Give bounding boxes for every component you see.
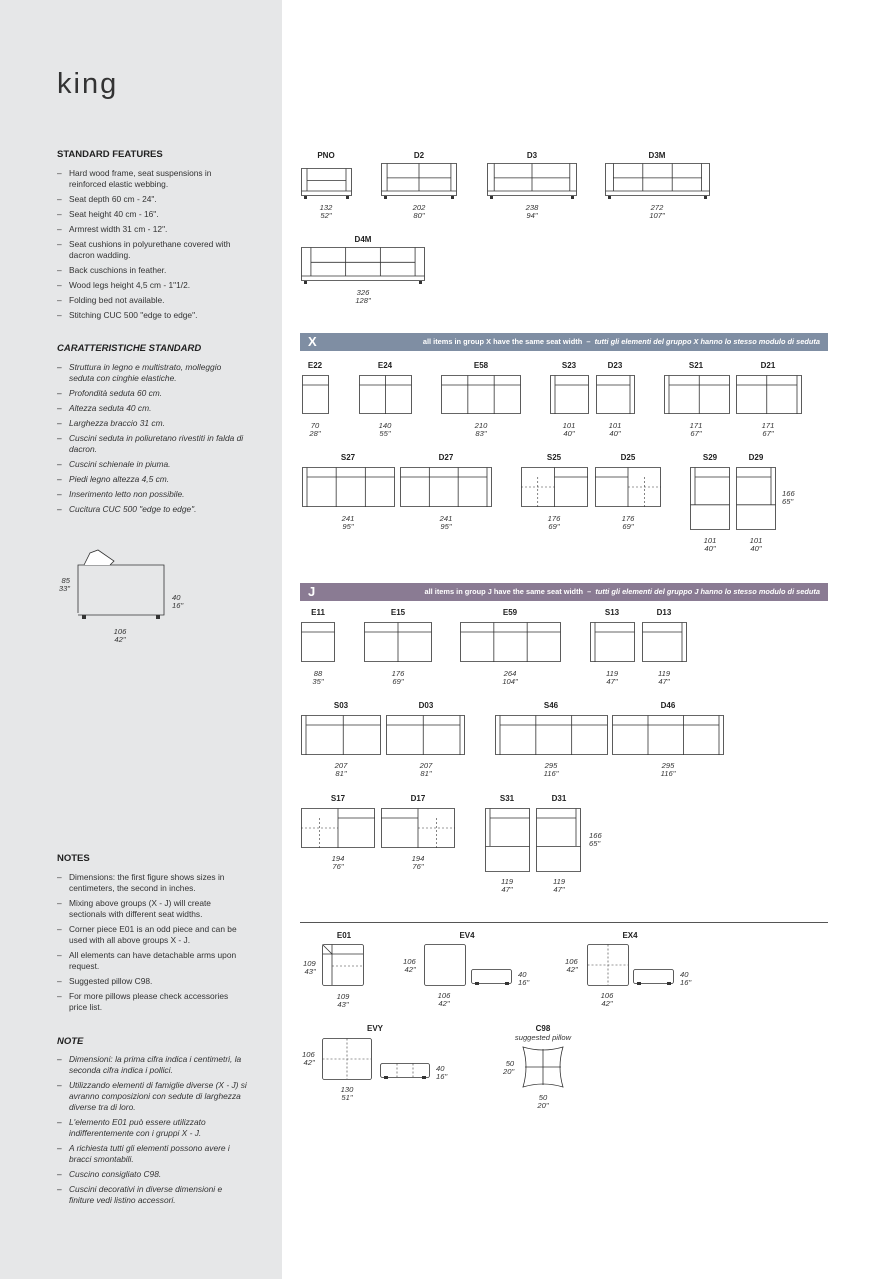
list-item: – Cuscini schienale in piuma.	[57, 459, 247, 470]
ottoman-width-dim: 130 51"	[340, 1085, 354, 1102]
chaise-depth-dim: 166 65"	[589, 831, 602, 848]
module-diagram	[302, 375, 329, 418]
module-dimension: 176 69"	[621, 514, 635, 531]
side-height-dim: 85 33"	[58, 576, 70, 593]
module-code: E15	[390, 608, 406, 617]
module-dimension: 176 69"	[391, 669, 405, 686]
module-diagram	[690, 467, 730, 534]
module-dimension: 101 40"	[562, 421, 576, 438]
list-item: – All elements can have detachable arms upon request.	[57, 950, 247, 972]
standard-features-list	[57, 168, 247, 325]
module-code: D17	[410, 794, 426, 803]
module-dimension: 326 128"	[355, 288, 371, 305]
notes-heading: NOTES	[57, 853, 90, 864]
list-item: – Profondità seduta 60 cm.	[57, 388, 247, 399]
module-dimension: 119 47"	[500, 877, 514, 894]
section-divider	[300, 922, 828, 923]
module-diagram	[596, 375, 635, 418]
list-item: – Altezza seduta 40 cm.	[57, 403, 247, 414]
list-item: – Dimensioni: la prima cifra indica i centimetri, la seconda cifra indica i pollici.	[57, 1054, 247, 1076]
module-dimension: 295 116"	[660, 761, 676, 778]
module-diagram	[424, 944, 466, 986]
module-code: E11	[311, 608, 325, 617]
module-code: D3	[526, 151, 538, 160]
module-dimension: 101 40"	[703, 536, 717, 553]
corner-width-dim: 109 43"	[336, 992, 350, 1009]
module-code: D27	[438, 453, 454, 462]
module-code: PNO	[317, 151, 335, 160]
module-code: D29	[748, 453, 764, 462]
module-diagram	[485, 808, 530, 876]
group-j-it: tutti gli elementi del gruppo J hanno lo stesso modulo di seduta	[595, 587, 820, 596]
module-dimension: 171 67"	[761, 421, 775, 438]
list-item: – Hard wood frame, seat suspensions in reinforced elastic webbing.	[57, 168, 247, 190]
caratteristiche-list	[57, 362, 247, 519]
group-j-letter: J	[308, 584, 316, 599]
module-diagram	[495, 715, 608, 759]
module-diagram	[322, 1038, 372, 1080]
module-dimension: 207 81"	[334, 761, 348, 778]
group-x-en: all items in group X have the same seat width	[422, 337, 583, 346]
list-item: – Cucitura CUC 500 "edge to edge".	[57, 504, 247, 515]
module-dimension: 88 35"	[312, 669, 324, 686]
chaise-depth-dim: 166 65"	[782, 489, 795, 506]
module-dimension: 101 40"	[749, 536, 763, 553]
module-diagram	[381, 163, 457, 200]
list-item: – Struttura in legno e multistrato, molleggio seduta con cinghie elastiche.	[57, 362, 247, 384]
pillow-width-dim: 50 20"	[537, 1093, 549, 1110]
ottoman-height-dim: 40 16"	[518, 970, 530, 987]
module-dimension: 140 55"	[378, 421, 392, 438]
list-item: – Cuscini decorativi in diverse dimensioni e finiture vedi listino accessori.	[57, 1184, 247, 1206]
module-code: C98	[535, 1024, 551, 1033]
module-code: D4M	[354, 235, 372, 244]
module-diagram	[301, 808, 375, 852]
module-code: S23	[561, 361, 577, 370]
list-item: – Stitching CUC 500 "edge to edge".	[57, 310, 247, 321]
module-diagram	[595, 467, 661, 511]
module-diagram	[441, 375, 521, 418]
note-it-heading: NOTE	[57, 1036, 84, 1047]
list-item: – For more pillows please check accessories price list.	[57, 991, 247, 1013]
module-diagram	[536, 808, 581, 876]
notes-list	[57, 872, 247, 1017]
ottoman-height-dim: 40 16"	[436, 1064, 448, 1081]
module-code: S46	[543, 701, 559, 710]
module-diagram	[301, 715, 381, 759]
module-diagram	[521, 467, 588, 511]
module-diagram	[322, 944, 364, 986]
module-dimension: 295 116"	[543, 761, 559, 778]
module-code: D23	[607, 361, 623, 370]
list-item: – L'elemento E01 può essere utilizzato indifferentemente con i gruppi X - J.	[57, 1117, 247, 1139]
ottoman-depth-dim: 106 42"	[403, 957, 416, 974]
module-dimension: 194 76"	[331, 854, 345, 871]
module-dimension: 207 81"	[419, 761, 433, 778]
module-diagram	[736, 375, 802, 418]
list-item: – Corner piece E01 is an odd piece and can be used with all above groups X - J.	[57, 924, 247, 946]
module-code: S03	[333, 701, 349, 710]
module-code: E59	[502, 608, 518, 617]
list-item: – Seat depth 60 cm - 24".	[57, 194, 247, 205]
module-diagram	[587, 944, 629, 986]
list-item: – Seat height 40 cm - 16".	[57, 209, 247, 220]
module-code: E24	[377, 361, 393, 370]
corner-depth-dim: 109 43"	[303, 959, 316, 976]
group-x-text: all items in group X have the same seat width – tutti gli elementi del gruppo X hanno lo stesso modulo di seduta	[422, 337, 820, 346]
module-dimension: 176 69"	[547, 514, 561, 531]
side-depth-dim: 106 42"	[113, 627, 127, 644]
module-dimension: 241 95"	[439, 514, 453, 531]
module-code: E01	[336, 931, 352, 940]
module-code: EX4	[622, 931, 638, 940]
module-diagram	[301, 622, 335, 666]
module-dimension: 264 104"	[502, 669, 518, 686]
list-item: – Utilizzando elementi di famiglie diverse (X - J) si avranno composizioni con sedute di larghezza diverse tra di loro.	[57, 1080, 247, 1113]
module-diagram	[301, 168, 352, 200]
module-dimension: 210 83"	[474, 421, 488, 438]
list-item: – Piedi legno altezza 4,5 cm.	[57, 474, 247, 485]
pillow-depth-dim: 50 20"	[503, 1059, 515, 1076]
list-item: – Cuscini seduta in poliuretano rivestiti in falda di dacron.	[57, 433, 247, 455]
module-diagram	[612, 715, 724, 759]
module-code: S21	[688, 361, 704, 370]
list-item: – Wood legs height 4,5 cm - 1"1/2.	[57, 280, 247, 291]
page-title: king	[57, 68, 119, 100]
module-code: D21	[760, 361, 776, 370]
module-diagram	[364, 622, 432, 666]
module-code: D46	[660, 701, 676, 710]
module-diagram	[471, 969, 512, 984]
module-dimension: 70 28"	[309, 421, 321, 438]
module-dimension: 241 95"	[341, 514, 355, 531]
list-item: – Suggested pillow C98.	[57, 976, 247, 987]
module-diagram	[736, 467, 776, 534]
pillow-caption: suggested pillow	[514, 1033, 572, 1042]
ottoman-depth-dim: 106 42"	[565, 957, 578, 974]
pillow-diagram	[521, 1045, 565, 1089]
module-diagram	[664, 375, 730, 418]
module-diagram	[590, 622, 635, 666]
module-code: S17	[330, 794, 346, 803]
module-diagram	[633, 969, 674, 984]
note-it-list	[57, 1054, 247, 1210]
module-diagram	[460, 622, 561, 666]
list-item: – Folding bed not available.	[57, 295, 247, 306]
side-seat-dim: 40 16"	[172, 593, 184, 610]
module-dimension: 238 94"	[525, 203, 539, 220]
module-code: S27	[340, 453, 356, 462]
module-dimension: 132 52"	[319, 203, 333, 220]
ottoman-width-dim: 106 42"	[437, 991, 451, 1008]
module-code: D31	[551, 794, 567, 803]
module-diagram	[380, 1063, 430, 1078]
list-item: – Cuscino consigliato C98.	[57, 1169, 247, 1180]
list-item: – Back cuschions in feather.	[57, 265, 247, 276]
list-item: – Armrest width 31 cm - 12".	[57, 224, 247, 235]
module-dimension: 119 47"	[552, 877, 566, 894]
list-item: – Larghezza braccio 31 cm.	[57, 418, 247, 429]
module-dimension: 202 80"	[412, 203, 426, 220]
module-dimension: 272 107"	[649, 203, 665, 220]
group-j-en: all items in group J have the same seat width	[424, 587, 584, 596]
module-diagram	[400, 467, 492, 511]
list-item: – Mixing above groups (X - J) will create sectionals with different seat widths.	[57, 898, 247, 920]
module-code: D3M	[648, 151, 666, 160]
module-dimension: 119 47"	[657, 669, 671, 686]
module-code: S25	[546, 453, 562, 462]
list-item: – Seat cushions in polyurethane covered with dacron wadding.	[57, 239, 247, 261]
ottoman-depth-dim: 106 42"	[302, 1050, 315, 1067]
module-code: S29	[702, 453, 718, 462]
standard-features-heading: STANDARD FEATURES	[57, 149, 163, 160]
group-j-text: all items in group J have the same seat width – tutti gli elementi del gruppo J hanno lo stesso modulo di seduta	[424, 587, 820, 596]
module-diagram	[550, 375, 589, 418]
module-diagram	[381, 808, 455, 852]
module-code: D03	[418, 701, 434, 710]
module-code: EV4	[459, 931, 475, 940]
module-diagram	[386, 715, 465, 759]
module-code: D13	[656, 608, 672, 617]
module-diagram	[302, 467, 395, 511]
group-x-letter: X	[308, 334, 317, 349]
module-code: EVY	[366, 1024, 384, 1033]
list-item: – A richiesta tutti gli elementi possono avere i bracci smontabili.	[57, 1143, 247, 1165]
module-diagram	[487, 163, 577, 200]
list-item: – Dimensions: the first figure shows sizes in centimeters, the second in inches.	[57, 872, 247, 894]
module-diagram	[301, 247, 425, 285]
module-diagram	[642, 622, 687, 666]
module-code: D2	[413, 151, 425, 160]
group-j-banner	[300, 583, 828, 601]
group-x-banner	[300, 333, 828, 351]
group-x-it: tutti gli elementi del gruppo X hanno lo stesso modulo di seduta	[594, 337, 820, 346]
module-code: S31	[499, 794, 515, 803]
module-dimension: 101 40"	[608, 421, 622, 438]
list-item: – Inserimento letto non possibile.	[57, 489, 247, 500]
module-dimension: 194 76"	[411, 854, 425, 871]
module-dimension: 119 47"	[605, 669, 619, 686]
ottoman-height-dim: 40 16"	[680, 970, 692, 987]
module-code: E22	[307, 361, 323, 370]
caratteristiche-heading: CARATTERISTICHE STANDARD	[57, 343, 202, 354]
module-dimension: 171 67"	[689, 421, 703, 438]
module-code: E58	[473, 361, 489, 370]
module-diagram	[359, 375, 412, 418]
module-diagram	[605, 163, 710, 200]
module-code: S13	[604, 608, 620, 617]
ottoman-width-dim: 106 42"	[600, 991, 614, 1008]
module-code: D25	[620, 453, 636, 462]
